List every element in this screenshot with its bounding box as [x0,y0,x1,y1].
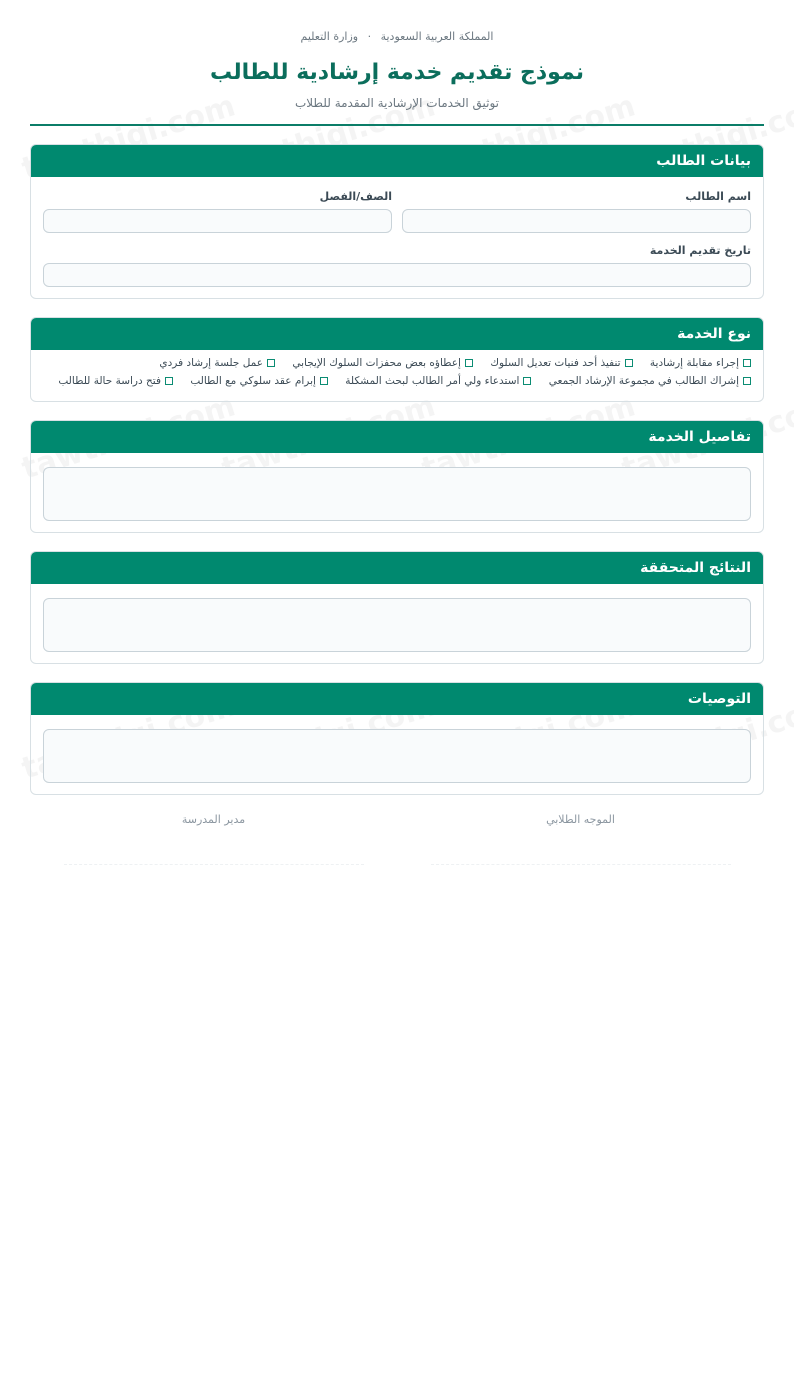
recommendations-textarea[interactable] [43,729,751,783]
student-name-input[interactable] [402,209,751,233]
service-option[interactable] [650,354,751,372]
class-label: الصف/الفصل [319,190,392,203]
results-textarea[interactable] [43,598,751,652]
signature-line [64,864,364,866]
service-date-label: تاريخ تقديم الخدمة [649,244,751,257]
section-heading: التوصيات [31,683,763,715]
service-option[interactable] [549,372,751,390]
checkbox[interactable] [267,359,275,367]
section-heading: بيانات الطالب [31,145,763,177]
principal-signature [64,813,364,866]
service-details-textarea[interactable] [43,467,751,521]
service-date-input[interactable] [43,263,751,287]
page-subtitle: توثيق الخدمات الإرشادية المقدمة للطلاب [294,96,500,110]
service-option-label: فتح دراسة حالة للطالب [58,375,161,387]
principal-label: مدير المدرسة [181,813,246,826]
checkbox[interactable] [743,377,751,385]
signature-area [30,813,764,866]
header-divider [30,124,764,126]
ministry-label: وزارة التعليم [300,30,359,43]
service-option-label: إجراء مقابلة إرشادية [649,357,739,369]
recommendations-section [30,682,764,795]
counselor-label: الموجه الطلابي [546,813,615,826]
service-option[interactable] [490,354,632,372]
checkbox[interactable] [743,359,751,367]
checkbox[interactable] [523,377,531,385]
kicker-separator: · [367,30,372,43]
section-heading: النتائج المتحققة [31,552,763,584]
section-heading: تفاصيل الخدمة [31,421,763,453]
service-option-label: تنفيذ أحد فنيات تعديل السلوك [490,357,621,369]
service-option[interactable] [292,354,473,372]
service-option-label: إعطاؤه بعض محفزات السلوك الإيجابي [292,357,461,369]
checkbox-row [43,372,751,390]
service-option-label: إبرام عقد سلوكي مع الطالب [190,375,316,387]
checkbox[interactable] [165,377,173,385]
page-title: نموذج تقديم خدمة إرشادية للطالب [210,60,584,85]
checkbox-row [43,354,751,372]
class-input[interactable] [43,209,392,233]
checkbox[interactable] [625,359,633,367]
checkbox[interactable] [320,377,328,385]
signature-line [431,864,731,866]
service-option[interactable] [345,372,531,390]
header-kicker [30,28,764,46]
service-option[interactable] [159,354,275,372]
counselor-signature [431,813,731,866]
results-section [30,551,764,664]
checkbox[interactable] [465,359,473,367]
form-header [30,0,764,126]
service-option-label: إشراك الطالب في مجموعة الإرشاد الجمعي [548,375,739,387]
student-info-section [30,144,764,299]
service-option[interactable] [190,372,328,390]
service-details-section [30,420,764,533]
kingdom-label: المملكة العربية السعودية [380,30,494,43]
service-option[interactable] [58,372,173,390]
service-type-section [30,317,764,402]
service-option-label: عمل جلسة إرشاد فردي [159,357,264,369]
section-heading: نوع الخدمة [31,318,763,350]
student-name-label: اسم الطالب [685,190,751,203]
service-option-label: استدعاء ولي أمر الطالب لبحث المشكلة [345,375,520,387]
